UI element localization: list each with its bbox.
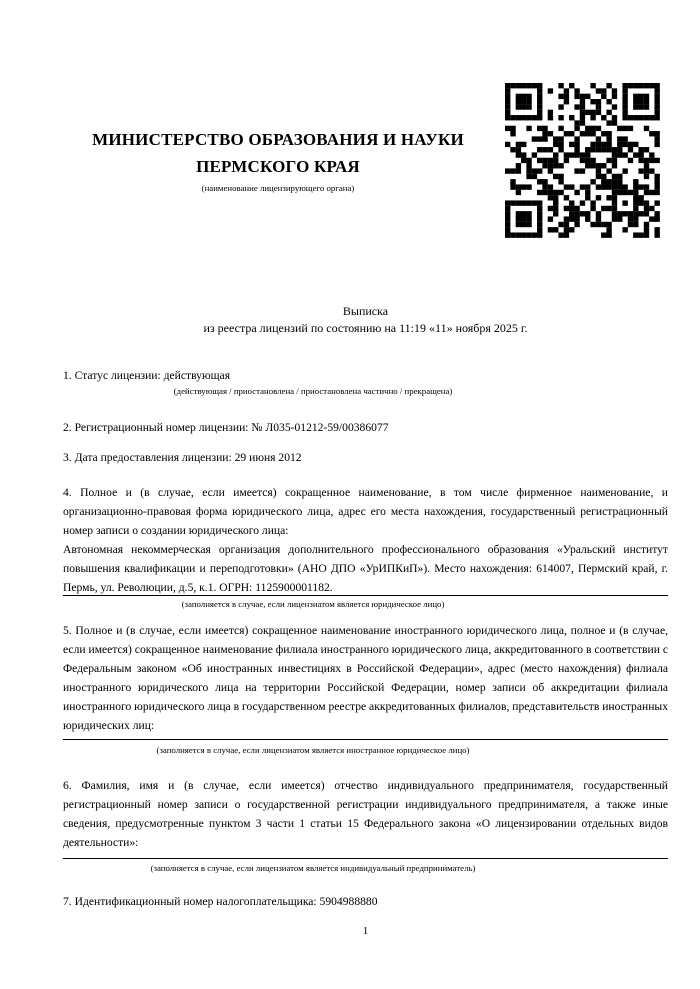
item-4-note: (заполняется в случае, если лицензиатом является юридическое лицо) [181, 599, 445, 609]
item-6-individual-entrepreneur [63, 776, 668, 852]
item-6-label: 6. Фамилия, имя и (в случае, если имеется) отчество индивидуального предпринимателя, государственный регистрационный номер записи о государственной регистрации индивидуального предпринимателя, а также иные сведения, предусмотренные пунктом 3 части 1 статьи 15 Федерального закона «О лицензировании отдельных видов деятельности»: [63, 779, 668, 849]
fill-in-line-legal-entity [63, 595, 668, 596]
item-5-label: 5. Полное и (в случае, если имеется) сокращенное наименование иностранного юридического лица, полное и (в случае, если имеется) сокращенное наименование филиала иностранного юридического лица, аккредитованного в соответствии с Федеральным законом «Об иностранных инвестициях в Российской Федерации», адрес (место нахождения) филиала иностранного юридического лица на территории Российской Федерации, номер записи об аккредитации филиала иностранного юридического лица в государственном реестре аккредитованных филиалов, представительств иностранных юридических лиц: [63, 624, 668, 732]
fill-in-line-foreign-entity [63, 739, 668, 740]
ministry-caption: (наименование лицензирующего органа) [201, 183, 355, 193]
item-6-note: (заполняется в случае, если лицензиатом является индивидуальный предприниматель) [150, 863, 476, 873]
extract-title-block [63, 303, 668, 337]
ministry-name-line2: ПЕРМСКОГО КРАЯ [196, 157, 360, 176]
item-4-value: Автономная некоммерческая организация дополнительного профессионального образования «Уральский институт повышения квалификации и переподготовки» (АНО ДПО «УрИПКиП»). Место нахождения: 614007, Пермский край, г. Пермь, ул. Революции, д.5, к.1. ОГРН: 1125900001182. [63, 543, 668, 594]
extract-title: Выписка [342, 304, 389, 318]
qr-code [505, 83, 660, 238]
item-5-foreign-entity [63, 621, 668, 735]
fill-in-line-individual-entrepreneur [63, 858, 668, 859]
item-5-note: (заполняется в случае, если лицензиатом является иностранное юридическое лицо) [156, 745, 470, 755]
item-3-grant-date: 3. Дата предоставления лицензии: 29 июня 2012 [63, 451, 302, 464]
item-1-license-status: 1. Статус лицензии: действующая [63, 369, 231, 382]
item-4-legal-entity [63, 483, 668, 597]
item-1-note: (действующая / приостановлена / приостановлена частично / прекращена) [173, 386, 453, 396]
ministry-name-line1: МИНИСТЕРСТВО ОБРАЗОВАНИЯ И НАУКИ [92, 130, 464, 149]
ministry-header [0, 126, 556, 194]
page-number: 1 [362, 925, 369, 937]
item-2-registration-number: 2. Регистрационный номер лицензии: № Л035-01212-59/00386077 [63, 421, 389, 434]
item-4-label: 4. Полное и (в случае, если имеется) сокращенное наименование, в том числе фирменное наименование, и организационно-правовая форма юридического лица, адрес его места нахождения, государственный регистрационный номер записи о создании юридического лица: [63, 486, 668, 537]
item-7-taxpayer-number: 7. Идентификационный номер налогоплательщика: 5904988880 [63, 895, 378, 908]
extract-date-line: из реестра лицензий по состоянию на 11:19 «11» ноября 2025 г. [203, 321, 528, 335]
